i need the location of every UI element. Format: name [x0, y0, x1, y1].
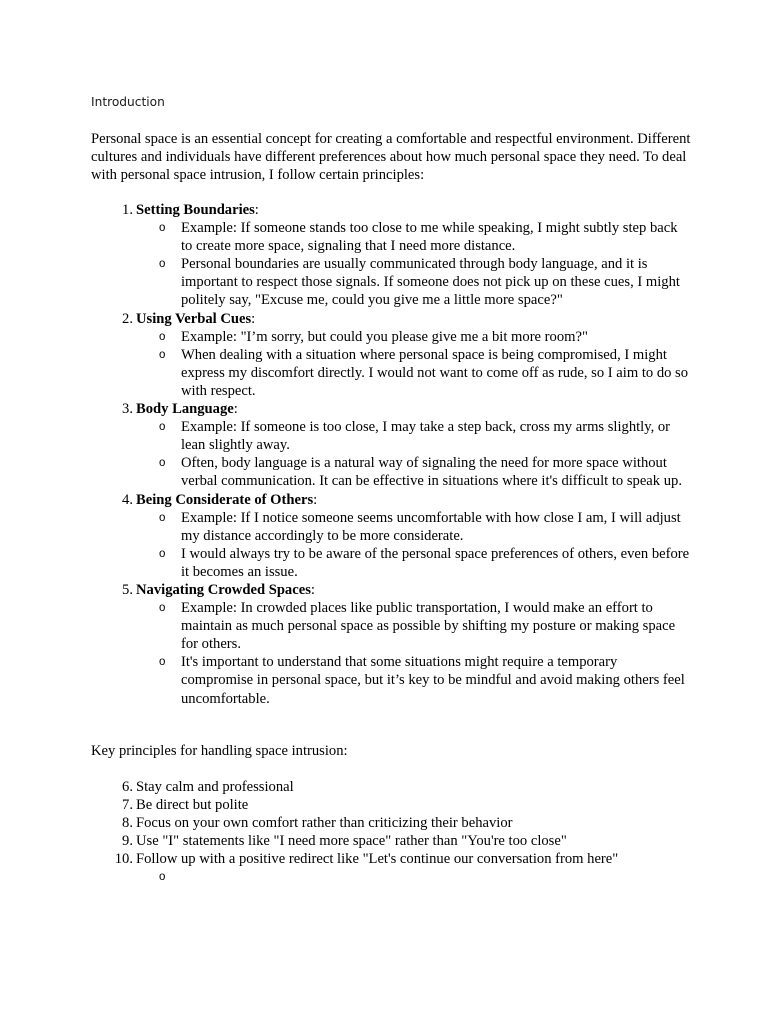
principle-title: Body Language — [136, 401, 234, 418]
key-principle-text: Be direct but polite — [136, 797, 249, 814]
principle-sublist — [136, 509, 691, 581]
sub-bullet-item — [136, 219, 691, 255]
sub-bullet-item — [136, 545, 691, 581]
bullet-marker: o — [159, 258, 166, 271]
principle-sublist — [136, 328, 691, 400]
sub-bullet-item — [136, 509, 691, 545]
principle-number: 3. — [122, 401, 133, 418]
principle-title: Being Considerate of Others — [136, 491, 314, 508]
key-principle-item — [91, 850, 691, 886]
key-principle-text: Use "I" statements like "I need more space" rather than "You're too close" — [136, 833, 567, 850]
key-principle-number: 8. — [122, 815, 133, 832]
principle-sublist — [136, 599, 691, 708]
bullet-marker: o — [159, 547, 166, 560]
sub-bullet-text: I would always try to be aware of the personal space preferences of others, even before it becomes an issue. — [181, 545, 690, 580]
principle-item — [91, 310, 691, 400]
principles-list — [91, 201, 691, 708]
principle-colon: : — [254, 202, 259, 218]
sub-bullet-item — [136, 418, 691, 454]
bullet-marker: o — [159, 656, 166, 669]
sub-bullet-item — [136, 255, 691, 309]
sub-bullet-text: Personal boundaries are usually communicated through body language, and it is important to respect those signals. If someone does not pick up on these cues, I might politely say, "Excuse me, could you give me a little more space?" — [181, 256, 680, 309]
key-principles-heading: Key principles for handling space intrusion: — [91, 743, 348, 759]
key-principle-item — [91, 832, 691, 850]
principle-number: 1. — [122, 202, 133, 218]
bullet-marker: o — [159, 871, 166, 884]
principle-item — [91, 400, 691, 490]
key-principle-item — [91, 814, 691, 832]
key-principles-list — [91, 778, 691, 887]
principle-colon: : — [310, 581, 315, 598]
key-principle-number: 6. — [122, 779, 133, 795]
principle-colon: : — [233, 401, 238, 418]
principle-number: 5. — [122, 581, 133, 598]
sub-bullet-text: Example: If someone is too close, I may take a step back, cross my arms slightly, or lean slightly away. — [181, 419, 671, 454]
bullet-marker: o — [159, 222, 166, 235]
key-principle-text: Focus on your own comfort rather than criticizing their behavior — [136, 815, 513, 832]
sub-bullet-item — [136, 454, 691, 490]
bullet-marker: o — [159, 511, 166, 524]
principle-sublist — [136, 219, 691, 309]
key-principle-number: 10. — [114, 851, 133, 868]
principle-item — [91, 581, 691, 708]
bullet-marker: o — [159, 421, 166, 434]
sub-bullet-item — [136, 328, 691, 346]
sub-bullet-text: Example: In crowded places like public transportation, I would make an effort to maintain as much personal space as possible by shifting my posture or making space for others. — [181, 600, 676, 653]
key-principle-text: Follow up with a positive redirect like "Let's continue our conversation from here" — [136, 851, 619, 868]
principle-title: Setting Boundaries — [136, 202, 255, 218]
bullet-marker: o — [159, 602, 166, 615]
empty-bullet-item — [136, 868, 691, 886]
principle-item — [91, 491, 691, 581]
sub-bullet-item — [136, 599, 691, 653]
principle-title: Navigating Crowded Spaces — [136, 581, 311, 598]
key-principle-number: 7. — [122, 797, 133, 814]
principle-colon: : — [251, 310, 256, 327]
intro-paragraph: Personal space is an essential concept for creating a comfortable and respectful environment. Different cultures and individuals have different preferences about how much personal space they need. To deal with personal space intrusion, I follow certain principles: — [91, 131, 691, 184]
principle-item — [91, 201, 691, 310]
sub-bullet-text: Example: If I notice someone seems uncomfortable with how close I am, I will adjust my distance accordingly to be more considerate. — [181, 509, 681, 544]
sub-bullet-text: When dealing with a situation where personal space is being compromised, I might express my discomfort directly. I would not want to come off as rude, so I aim to do so with respect. — [181, 346, 689, 399]
key-principle-number: 9. — [122, 833, 133, 850]
key-principle-item — [91, 778, 691, 796]
trailing-sublist — [136, 868, 691, 886]
sub-bullet-item — [136, 346, 691, 400]
section-heading: Introduction — [91, 95, 165, 109]
bullet-marker: o — [159, 348, 166, 361]
sub-bullet-text: Example: If someone stands too close to me while speaking, I might subtly step back to create more space, signaling that I need more distance. — [181, 220, 678, 255]
sub-bullet-text: It's important to understand that some situations might require a temporary compromise in personal space, but it’s key to be mindful and avoid making others feel uncomfortable. — [181, 654, 685, 707]
sub-bullet-text: Example: "I’m sorry, but could you please give me a bit more room?" — [181, 328, 588, 345]
principle-title: Using Verbal Cues — [136, 310, 252, 327]
key-principle-text: Stay calm and professional — [136, 779, 294, 795]
principle-number: 4. — [122, 491, 133, 508]
principle-sublist — [136, 418, 691, 490]
principle-colon: : — [313, 491, 318, 508]
principle-number: 2. — [122, 310, 133, 327]
bullet-marker: o — [159, 457, 166, 470]
key-principle-item — [91, 796, 691, 814]
bullet-marker: o — [159, 330, 166, 343]
sub-bullet-item — [136, 653, 691, 707]
sub-bullet-text: Often, body language is a natural way of signaling the need for more space without verbal communication. It can be effective in situations where it's difficult to speak up. — [181, 455, 682, 490]
